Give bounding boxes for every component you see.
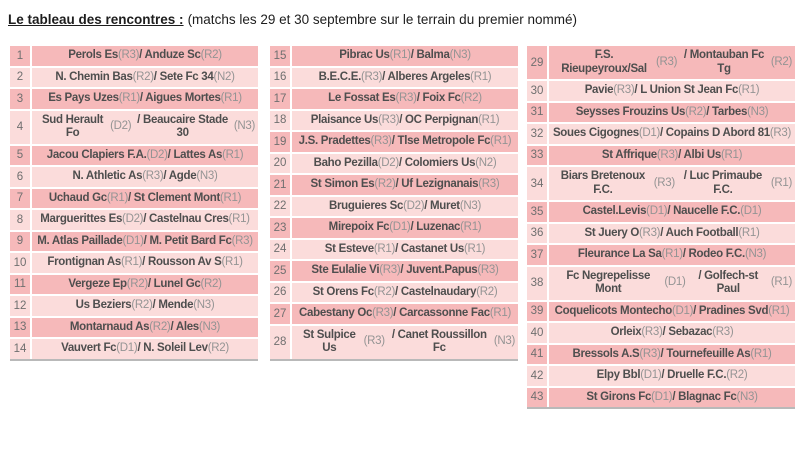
match-teams: Castel.Levis (D1) / Naucelle F.C. (D1) <box>549 202 795 222</box>
match-number: 37 <box>527 245 547 265</box>
match-row <box>527 267 795 300</box>
match-teams: Bruguieres Sc (D2) / Muret (N3) <box>292 197 518 217</box>
match-teams: Fc Negrepelisse Mont (D1) / Golfech-st Paul (R1) <box>549 267 795 300</box>
match-row <box>10 189 258 209</box>
match-number: 22 <box>270 197 290 217</box>
match-row <box>10 339 258 359</box>
match-row <box>10 46 258 66</box>
page-title <box>8 12 577 27</box>
match-number: 3 <box>10 89 30 109</box>
match-number: 32 <box>527 124 547 144</box>
match-row <box>270 68 518 88</box>
match-row <box>10 89 258 109</box>
match-teams: Perols Es (R3) / Anduze Sc (R2) <box>32 46 258 66</box>
match-teams: Vergeze Ep (R2) / Lunel Gc (R2) <box>32 275 258 295</box>
match-row <box>10 253 258 273</box>
fixtures-table-2 <box>270 46 518 361</box>
match-number: 23 <box>270 218 290 238</box>
match-row <box>270 304 518 324</box>
match-teams: Frontignan As (R1) / Rousson Av S (R1) <box>32 253 258 273</box>
match-row <box>527 245 795 265</box>
match-number: 33 <box>527 146 547 166</box>
match-number: 25 <box>270 261 290 281</box>
match-teams: St Orens Fc (R2) / Castelnaudary (R2) <box>292 283 518 303</box>
match-number: 26 <box>270 283 290 303</box>
match-number: 42 <box>527 366 547 386</box>
match-number: 5 <box>10 146 30 166</box>
match-number: 20 <box>270 154 290 174</box>
match-teams: Jacou Clapiers F.A. (D2) / Lattes As (R1) <box>32 146 258 166</box>
match-row <box>527 46 795 79</box>
match-row <box>10 146 258 166</box>
match-teams: Ste Eulalie Vi (R3) / Juvent.Papus (R3) <box>292 261 518 281</box>
match-row <box>270 46 518 66</box>
match-number: 39 <box>527 302 547 322</box>
match-number: 27 <box>270 304 290 324</box>
match-teams: Sud Herault Fo (D2) / Beaucaire Stade 30 (N3) <box>32 111 258 144</box>
match-teams: St Simon Es (R2) / Uf Lezignanais (R3) <box>292 175 518 195</box>
match-number: 36 <box>527 224 547 244</box>
match-teams: Es Pays Uzes (R1) / Aigues Mortes (R1) <box>32 89 258 109</box>
match-teams: Orleix (R3) / Sebazac (R3) <box>549 323 795 343</box>
match-number: 17 <box>270 89 290 109</box>
match-number: 6 <box>10 167 30 187</box>
title-note: (matchs les 29 et 30 septembre sur le terrain du premier nommé) <box>187 12 577 27</box>
match-number: 30 <box>527 81 547 101</box>
match-row <box>527 202 795 222</box>
match-row <box>10 68 258 88</box>
match-number: 40 <box>527 323 547 343</box>
match-row <box>270 197 518 217</box>
match-teams: Plaisance Us (R3) / OC Perpignan (R1) <box>292 111 518 131</box>
match-number: 7 <box>10 189 30 209</box>
match-teams: Fleurance La Sa (R1) / Rodeo F.C. (N3) <box>549 245 795 265</box>
fixtures-table-1 <box>10 46 258 361</box>
match-teams: Marguerittes Es (D2) / Castelnau Cres (R1) <box>32 210 258 230</box>
match-teams: Baho Pezilla (D2) / Colomiers Us (N2) <box>292 154 518 174</box>
match-number: 31 <box>527 103 547 123</box>
match-teams: Pavie (R3) / L Union St Jean Fc (R1) <box>549 81 795 101</box>
match-row <box>270 89 518 109</box>
match-row <box>527 167 795 200</box>
match-teams: St Affrique (R3) / Albi Us (R1) <box>549 146 795 166</box>
match-teams: St Esteve (R1) / Castanet Us (R1) <box>292 240 518 260</box>
match-teams: B.E.C.E. (R3) / Alberes Argeles (R1) <box>292 68 518 88</box>
match-row <box>270 240 518 260</box>
match-row <box>10 296 258 316</box>
match-row <box>10 318 258 338</box>
match-teams: M. Atlas Paillade (D1) / M. Petit Bard Fc (R3) <box>32 232 258 252</box>
match-row <box>527 302 795 322</box>
match-teams: Us Beziers (R2) / Mende (N3) <box>32 296 258 316</box>
match-number: 24 <box>270 240 290 260</box>
match-teams: Montarnaud As (R2) / Ales (N3) <box>32 318 258 338</box>
match-teams: Coquelicots Montecho (D1) / Pradines Svd (R1) <box>549 302 795 322</box>
match-number: 28 <box>270 326 290 359</box>
match-teams: Uchaud Gc (R1) / St Clement Mont (R1) <box>32 189 258 209</box>
match-number: 4 <box>10 111 30 144</box>
match-number: 29 <box>527 46 547 79</box>
match-row <box>10 232 258 252</box>
match-teams: Cabestany Oc (R3) / Carcassonne Fac (R1) <box>292 304 518 324</box>
match-row <box>270 261 518 281</box>
match-row <box>527 103 795 123</box>
match-row <box>10 210 258 230</box>
match-number: 12 <box>10 296 30 316</box>
match-teams: F.S. Rieupeyroux/Sal (R3) / Montauban Fc Tg (R2) <box>549 46 795 79</box>
match-row <box>527 366 795 386</box>
match-number: 18 <box>270 111 290 131</box>
match-row <box>270 218 518 238</box>
match-row <box>270 326 518 359</box>
match-number: 13 <box>10 318 30 338</box>
match-number: 38 <box>527 267 547 300</box>
match-row <box>527 146 795 166</box>
match-teams: N. Chemin Bas (R2) / Sete Fc 34 (N2) <box>32 68 258 88</box>
match-teams: Seysses Frouzins Us (R2) / Tarbes (N3) <box>549 103 795 123</box>
match-row <box>270 175 518 195</box>
match-number: 43 <box>527 388 547 408</box>
match-number: 10 <box>10 253 30 273</box>
match-teams: Pibrac Us (R1) / Balma (N3) <box>292 46 518 66</box>
match-number: 11 <box>10 275 30 295</box>
match-teams: Mirepoix Fc (D1) / Luzenac (R1) <box>292 218 518 238</box>
match-number: 34 <box>527 167 547 200</box>
match-row <box>527 224 795 244</box>
match-teams: Vauvert Fc (D1) / N. Soleil Lev (R2) <box>32 339 258 359</box>
match-number: 41 <box>527 345 547 365</box>
match-number: 1 <box>10 46 30 66</box>
match-number: 9 <box>10 232 30 252</box>
match-row <box>270 111 518 131</box>
match-teams: St Sulpice Us (R3) / Canet Roussillon Fc (N3) <box>292 326 518 359</box>
match-number: 14 <box>10 339 30 359</box>
match-row <box>270 283 518 303</box>
match-row <box>527 388 795 408</box>
match-row <box>10 275 258 295</box>
match-row <box>527 124 795 144</box>
match-row <box>10 111 258 144</box>
match-teams: Biars Bretenoux F.C. (R3) / Luc Primaube F.C. (R1) <box>549 167 795 200</box>
match-row <box>527 323 795 343</box>
match-row <box>270 154 518 174</box>
match-teams: J.S. Pradettes (R3) / Tlse Metropole Fc (R1) <box>292 132 518 152</box>
title-label: Le tableau des rencontres : <box>8 12 184 27</box>
fixtures-table-3 <box>527 46 795 409</box>
match-teams: St Juery O (R3) / Auch Football (R1) <box>549 224 795 244</box>
match-row <box>527 81 795 101</box>
match-teams: Bressols A.S (R3) / Tournefeuille As (R1) <box>549 345 795 365</box>
match-row <box>10 167 258 187</box>
match-number: 21 <box>270 175 290 195</box>
match-number: 35 <box>527 202 547 222</box>
match-number: 16 <box>270 68 290 88</box>
match-number: 8 <box>10 210 30 230</box>
match-row <box>527 345 795 365</box>
match-number: 2 <box>10 68 30 88</box>
match-teams: N. Athletic As (R3) / Agde (N3) <box>32 167 258 187</box>
match-teams: Le Fossat Es (R3) / Foix Fc (R2) <box>292 89 518 109</box>
match-teams: Soues Cigognes (D1) / Copains D Abord 81 (R3) <box>549 124 795 144</box>
match-row <box>270 132 518 152</box>
match-teams: Elpy Bbl (D1) / Druelle F.C. (R2) <box>549 366 795 386</box>
match-number: 15 <box>270 46 290 66</box>
match-teams: St Girons Fc (D1) / Blagnac Fc (N3) <box>549 388 795 408</box>
match-number: 19 <box>270 132 290 152</box>
